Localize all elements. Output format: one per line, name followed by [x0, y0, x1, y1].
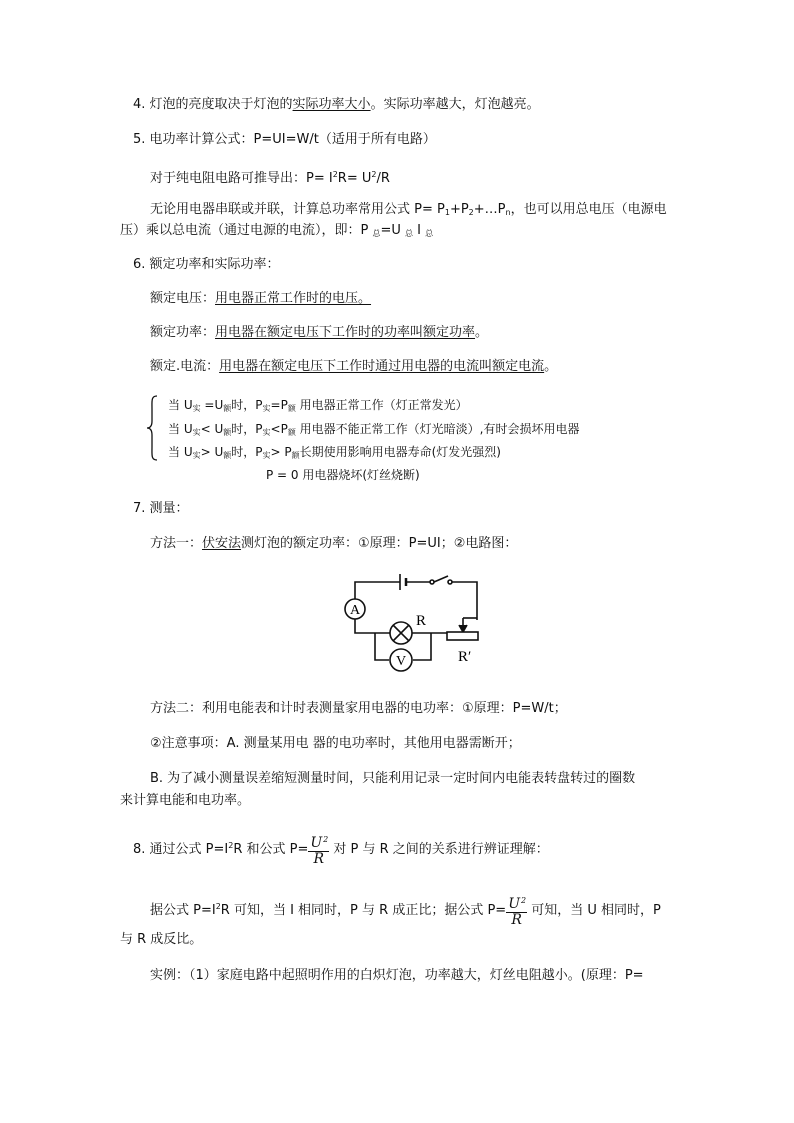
label: 额定电压： [150, 291, 216, 306]
item-8-heading [133, 829, 549, 867]
sup: 2 [332, 170, 338, 179]
text: I [413, 223, 426, 238]
sub: 额 [287, 428, 296, 437]
t: 时，P [231, 422, 263, 436]
text: 压）乘以总电流（通过电源的电流），即：P [120, 223, 373, 238]
method-1 [150, 535, 517, 553]
rated-current [150, 358, 557, 376]
voltmeter-label: V [395, 654, 407, 669]
note-b-line1: B. 为了减小测量误差缩短测量时间，只能利用记录一定时间内电能表转盘转过的圈数 [150, 771, 636, 786]
t: 据公式 P=I [150, 903, 216, 918]
sup: 2 [228, 841, 234, 850]
case-less [168, 420, 579, 442]
case-zero: P = 0 用电器烧坏(灯丝烧断) [266, 468, 420, 482]
t: R 可知，当 I 相同时，P 与 R 成正比；据公式 P= [220, 903, 507, 918]
text: +P [449, 202, 469, 217]
rated-power [150, 324, 488, 342]
t: < U [200, 422, 224, 436]
reason-line2: 与 R 成反比。 [120, 932, 203, 947]
t: 时，P [231, 445, 263, 459]
lamp-resistor-label: R [416, 613, 427, 629]
frac-den: R [313, 851, 325, 867]
t: 对 P 与 R 之间的关系进行辨证理解： [329, 842, 549, 857]
sup: 2 [215, 902, 221, 911]
example-line: 实例：（1）家庭电路中起照明作用的白炽灯泡，功率越大，灯丝电阻越小。(原理：P= [150, 968, 644, 983]
case-greater [168, 443, 501, 465]
t: =P [270, 398, 288, 412]
text: 无论用电器串联或并联，计算总功率常用公式 P= P [150, 202, 445, 217]
formula-text: 对于纯电阻电路可推导出：P= I [150, 171, 333, 186]
case-equal [168, 396, 468, 418]
item-4-text: 4. 灯泡的亮度取决于灯泡的 [133, 97, 293, 112]
reason-line1 [150, 890, 661, 928]
sub: 实 [262, 428, 271, 437]
sub: 实 [262, 404, 271, 413]
sub: 额 [291, 451, 300, 460]
t: R 和公式 P= [233, 842, 309, 857]
label: 额定功率： [150, 325, 216, 340]
definition: 用电器在额定电压下工作时通过用电器的电流叫额定电流 [219, 359, 545, 374]
t: 可知，当 U 相同时，P [527, 903, 661, 918]
sub: 实 [192, 451, 201, 460]
note-a: ②注意事项：A. 测量某用电 器的电功率时，其他用电器需断开； [150, 736, 521, 751]
ammeter-label: A [349, 603, 361, 618]
series-parallel-line1 [150, 201, 667, 222]
sub: n [505, 208, 511, 217]
label: 额定.电流： [150, 359, 220, 374]
sub: 总 [372, 229, 381, 238]
definition: 用电器在额定电压下工作时的功率叫额定功率 [215, 325, 476, 340]
text: ，也可以用总电压（电源电 [510, 202, 667, 217]
t: <P [270, 422, 288, 436]
text: +…P [473, 202, 506, 217]
sub: 实 [262, 451, 271, 460]
text: =U [380, 223, 406, 238]
t: 测灯泡的额定功率：①原理：P=UI；②电路图： [241, 536, 518, 551]
frac-num-text: U [508, 896, 521, 912]
item-6-heading: 6. 额定功率和实际功率： [133, 257, 280, 272]
frac-num-text: U [310, 835, 323, 851]
t: 长期使用影响用电器寿命(灯发光强烈) [299, 445, 501, 459]
sub: 总 [405, 229, 414, 238]
t: 当 U [168, 445, 193, 459]
t: =U [200, 398, 224, 412]
sub: 额 [223, 404, 232, 413]
frac-den: R [511, 912, 522, 928]
sub: 额 [223, 428, 232, 437]
item-5-heading: 5. 电功率计算公式：P=UI=W/t（适用于所有电路） [133, 132, 436, 147]
t: 方法一： [150, 536, 203, 551]
fraction-u2-over-r [308, 832, 329, 867]
series-parallel-line2 [120, 222, 433, 243]
note-b-line2: 来计算电能和电功率。 [120, 793, 251, 808]
t: 当 U [168, 398, 193, 412]
item-4-underlined: 实际功率大小 [292, 97, 371, 112]
frac-num [308, 832, 329, 852]
t: 当 U [168, 422, 193, 436]
item-4 [133, 96, 540, 114]
item-7-heading: 7. 测量： [133, 501, 189, 516]
t: 用电器不能正常工作（灯光暗淡）,有时会损坏用电器 [295, 422, 580, 436]
circuit-diagram [330, 568, 500, 683]
punct: 。 [544, 359, 558, 374]
rheostat-label: R′ [458, 649, 472, 665]
t: 8. 通过公式 P=I [133, 842, 229, 857]
t: > U [200, 445, 224, 459]
method-2: 方法二：利用电能表和计时表测量家用电器的电功率：①原理：P=W/t； [150, 701, 567, 716]
sub: 总 [425, 229, 434, 238]
sub: 额 [223, 451, 232, 460]
formula-text: R= U [337, 171, 372, 186]
item-4-text-end: 。实际功率越大，灯泡越亮。 [370, 97, 540, 112]
frac-num [506, 893, 527, 913]
t: > P [270, 445, 292, 459]
sub: 额 [287, 404, 296, 413]
pure-resistor-formula [150, 166, 390, 188]
punct: 。 [475, 325, 489, 340]
curly-brace-icon [146, 395, 158, 461]
rated-voltage [150, 290, 371, 308]
sub: 2 [468, 208, 474, 217]
t: 用电器正常工作（灯正常发光） [295, 398, 468, 412]
sub: 实 [192, 404, 201, 413]
fraction-u2-over-r [506, 893, 527, 928]
sup: 2 [323, 835, 329, 844]
t: 时，P [231, 398, 263, 412]
sup: 2 [521, 896, 527, 905]
underlined: 伏安法 [202, 536, 242, 551]
definition: 用电器正常工作时的电压。 [215, 291, 372, 306]
sub: 实 [192, 428, 201, 437]
sup: 2 [371, 170, 377, 179]
formula-text: /R [376, 171, 390, 186]
sub: 1 [444, 208, 450, 217]
